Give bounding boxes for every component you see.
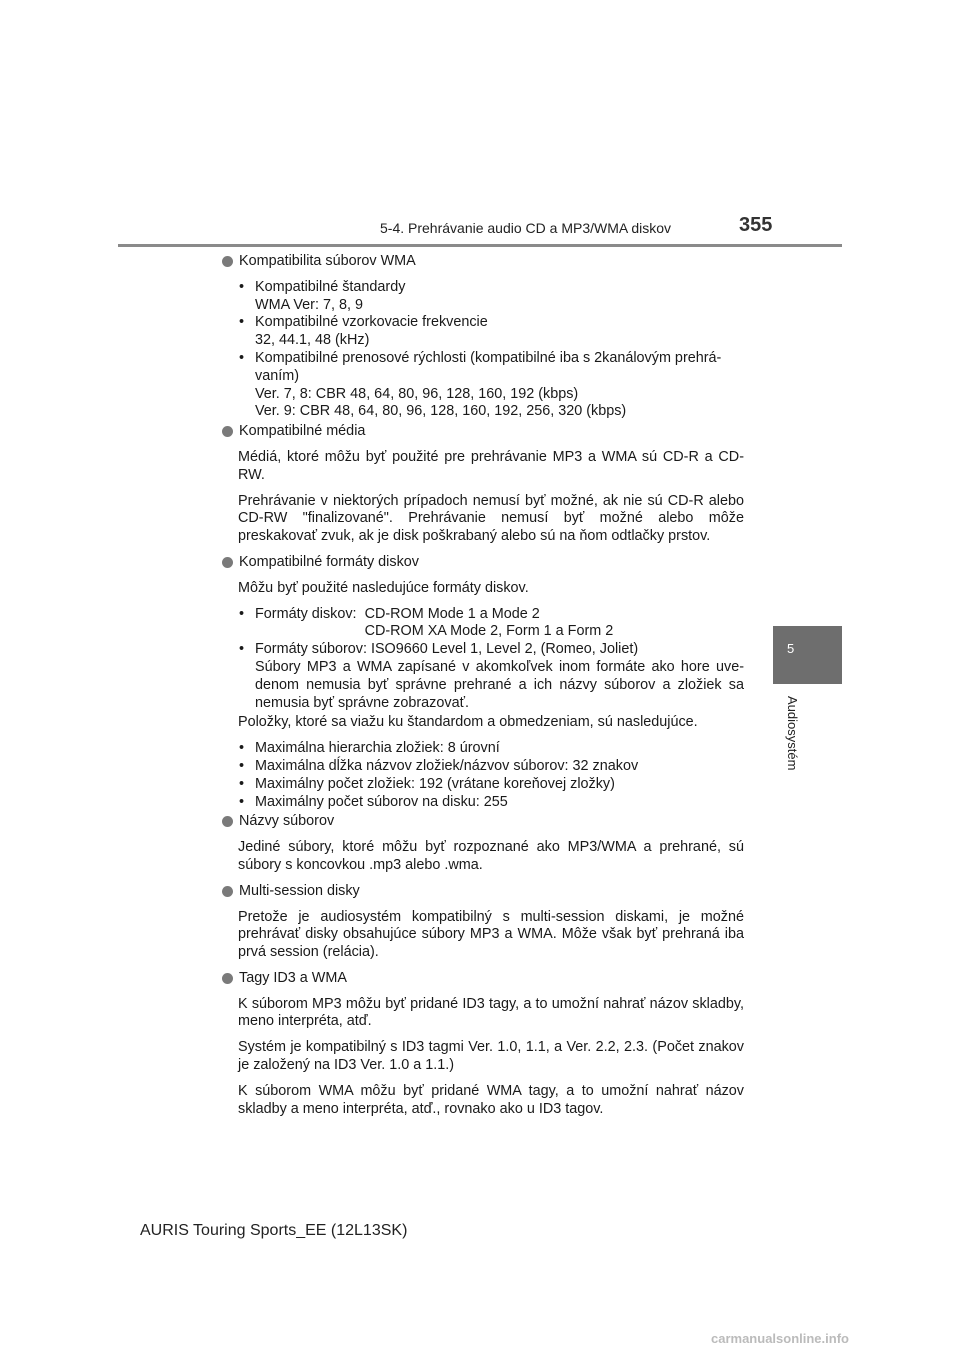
paragraph: K súborom MP3 môžu byť pridané ID3 tagy, a to umožní nahrať názov skladby, meno interpréta, atď. xyxy=(238,995,744,1030)
paragraph: Pretože je audiosystém kompatibilný s multi-session diskami, je možné prehrávať disky obsahujúce súbory MP3 a WMA. Môže však byť prehraná iba prvá session (relácia). xyxy=(238,908,744,961)
list-item: • Formáty súborov: ISO9660 Level 1, Level 2, (Romeo, Joliet) Súbory MP3 a WMA zapísané v akomkoľvek inom formáte ako hore uve-denom nemusia byť správne prehrané a ich názvy súborov a zložiek sa nemusia byť správne zobrazovať. xyxy=(238,641,744,712)
section-wma-compat xyxy=(222,253,744,421)
wma-list xyxy=(222,279,744,421)
paragraph: Systém je kompatibilný s ID3 tagmi Ver. 1.0, 1.1, a Ver. 2.2, 2.3. (Počet znakov je založený na ID3 Ver. 1.0 a 1.1.) xyxy=(238,1039,744,1074)
list-item: • Kompatibilné štandardy WMA Ver: 7, 8, 9 xyxy=(238,279,744,315)
footer-model: AURIS Touring Sports_EE (12L13SK) xyxy=(140,1222,408,1239)
section-title: Kompatibilné média xyxy=(239,423,366,440)
paragraph: Môžu byť použité nasledujúce formáty diskov. xyxy=(238,579,529,596)
limits-list xyxy=(222,740,744,811)
section-formats xyxy=(222,554,744,811)
list-item: • Formáty diskov: CD-ROM Mode 1 a Mode 2 CD-ROM XA Mode 2, Form 1 a Form 2 xyxy=(238,606,744,642)
section-title: Kompatibilita súborov WMA xyxy=(239,253,416,269)
section-title: Multi-session disky xyxy=(239,882,360,899)
paragraph: Jediné súbory, ktoré môžu byť rozpoznané ako MP3/WMA a prehrané, sú súbory s koncovkou .mp3 alebo .wma. xyxy=(238,839,744,873)
section-title: Tagy ID3 a WMA xyxy=(239,969,347,986)
section-title: Názvy súborov xyxy=(239,813,335,830)
section-title: Kompatibilné formáty diskov xyxy=(239,553,419,570)
list-item: • Maximálna dĺžka názvov zložiek/názvov súborov: 32 znakov xyxy=(238,758,744,776)
paragraph: K súborom WMA môžu byť pridané WMA tagy, a to umožní nahrať názov skladby a meno interpréta, atď., rovnako ako u ID3 tagov. xyxy=(238,1082,744,1117)
bullet-icon xyxy=(222,816,233,827)
page-header-section: 5-4. Prehrávanie audio CD a MP3/WMA diskov xyxy=(380,220,672,236)
bullet-icon xyxy=(222,426,233,437)
section-media xyxy=(222,423,744,546)
watermark: carmanualsonline.info xyxy=(711,1331,849,1346)
chapter-side-label: Audiosystém xyxy=(785,696,800,771)
header-rule xyxy=(118,244,842,247)
bullet-icon xyxy=(222,256,233,267)
chapter-tab-number: 5 xyxy=(787,641,795,656)
list-item: • Maximálny počet súborov na disku: 255 xyxy=(238,794,744,812)
page-number: 355 xyxy=(739,214,773,236)
paragraph: Položky, ktoré sa viažu ku štandardom a obmedzeniam, sú nasledujúce. xyxy=(238,714,698,731)
section-tags xyxy=(222,970,744,1119)
formats-list xyxy=(222,606,744,713)
bullet-icon xyxy=(222,886,233,897)
section-file-names xyxy=(222,813,744,874)
bullet-icon xyxy=(222,557,233,568)
list-item: • Kompatibilné prenosové rýchlosti (kompatibilné iba s 2kanálovým prehrá- vaním) Ver. 7, 8: CBR 48, 64, 80, 96, 128, 160, 192 (kbps) Ver. 9: CBR 48, 64, 80, 96, 128, 160, 192, 256, 320 (kbps) xyxy=(238,350,744,421)
list-item: • Maximálny počet zložiek: 192 (vrátane koreňovej zložky) xyxy=(238,776,744,794)
page-content xyxy=(222,253,744,1126)
paragraph: Prehrávanie v niektorých prípadoch nemusí byť možné, ak nie sú CD-R alebo CD-RW "finalizované". Prehrávanie nemusí byť možné alebo môže preskakovať zvuk, ak je disk poškrabaný alebo sú na ňom odtlačky prstov. xyxy=(238,492,744,545)
chapter-tab xyxy=(773,626,842,684)
paragraph: Médiá, ktoré môžu byť použité pre prehrávanie MP3 a WMA sú CD-R a CD-RW. xyxy=(238,448,744,483)
list-item: • Kompatibilné vzorkovacie frekvencie 32, 44.1, 48 (kHz) xyxy=(238,314,744,350)
section-multisession xyxy=(222,883,744,962)
bullet-icon xyxy=(222,973,233,984)
list-item: • Maximálna hierarchia zložiek: 8 úrovní xyxy=(238,740,744,758)
